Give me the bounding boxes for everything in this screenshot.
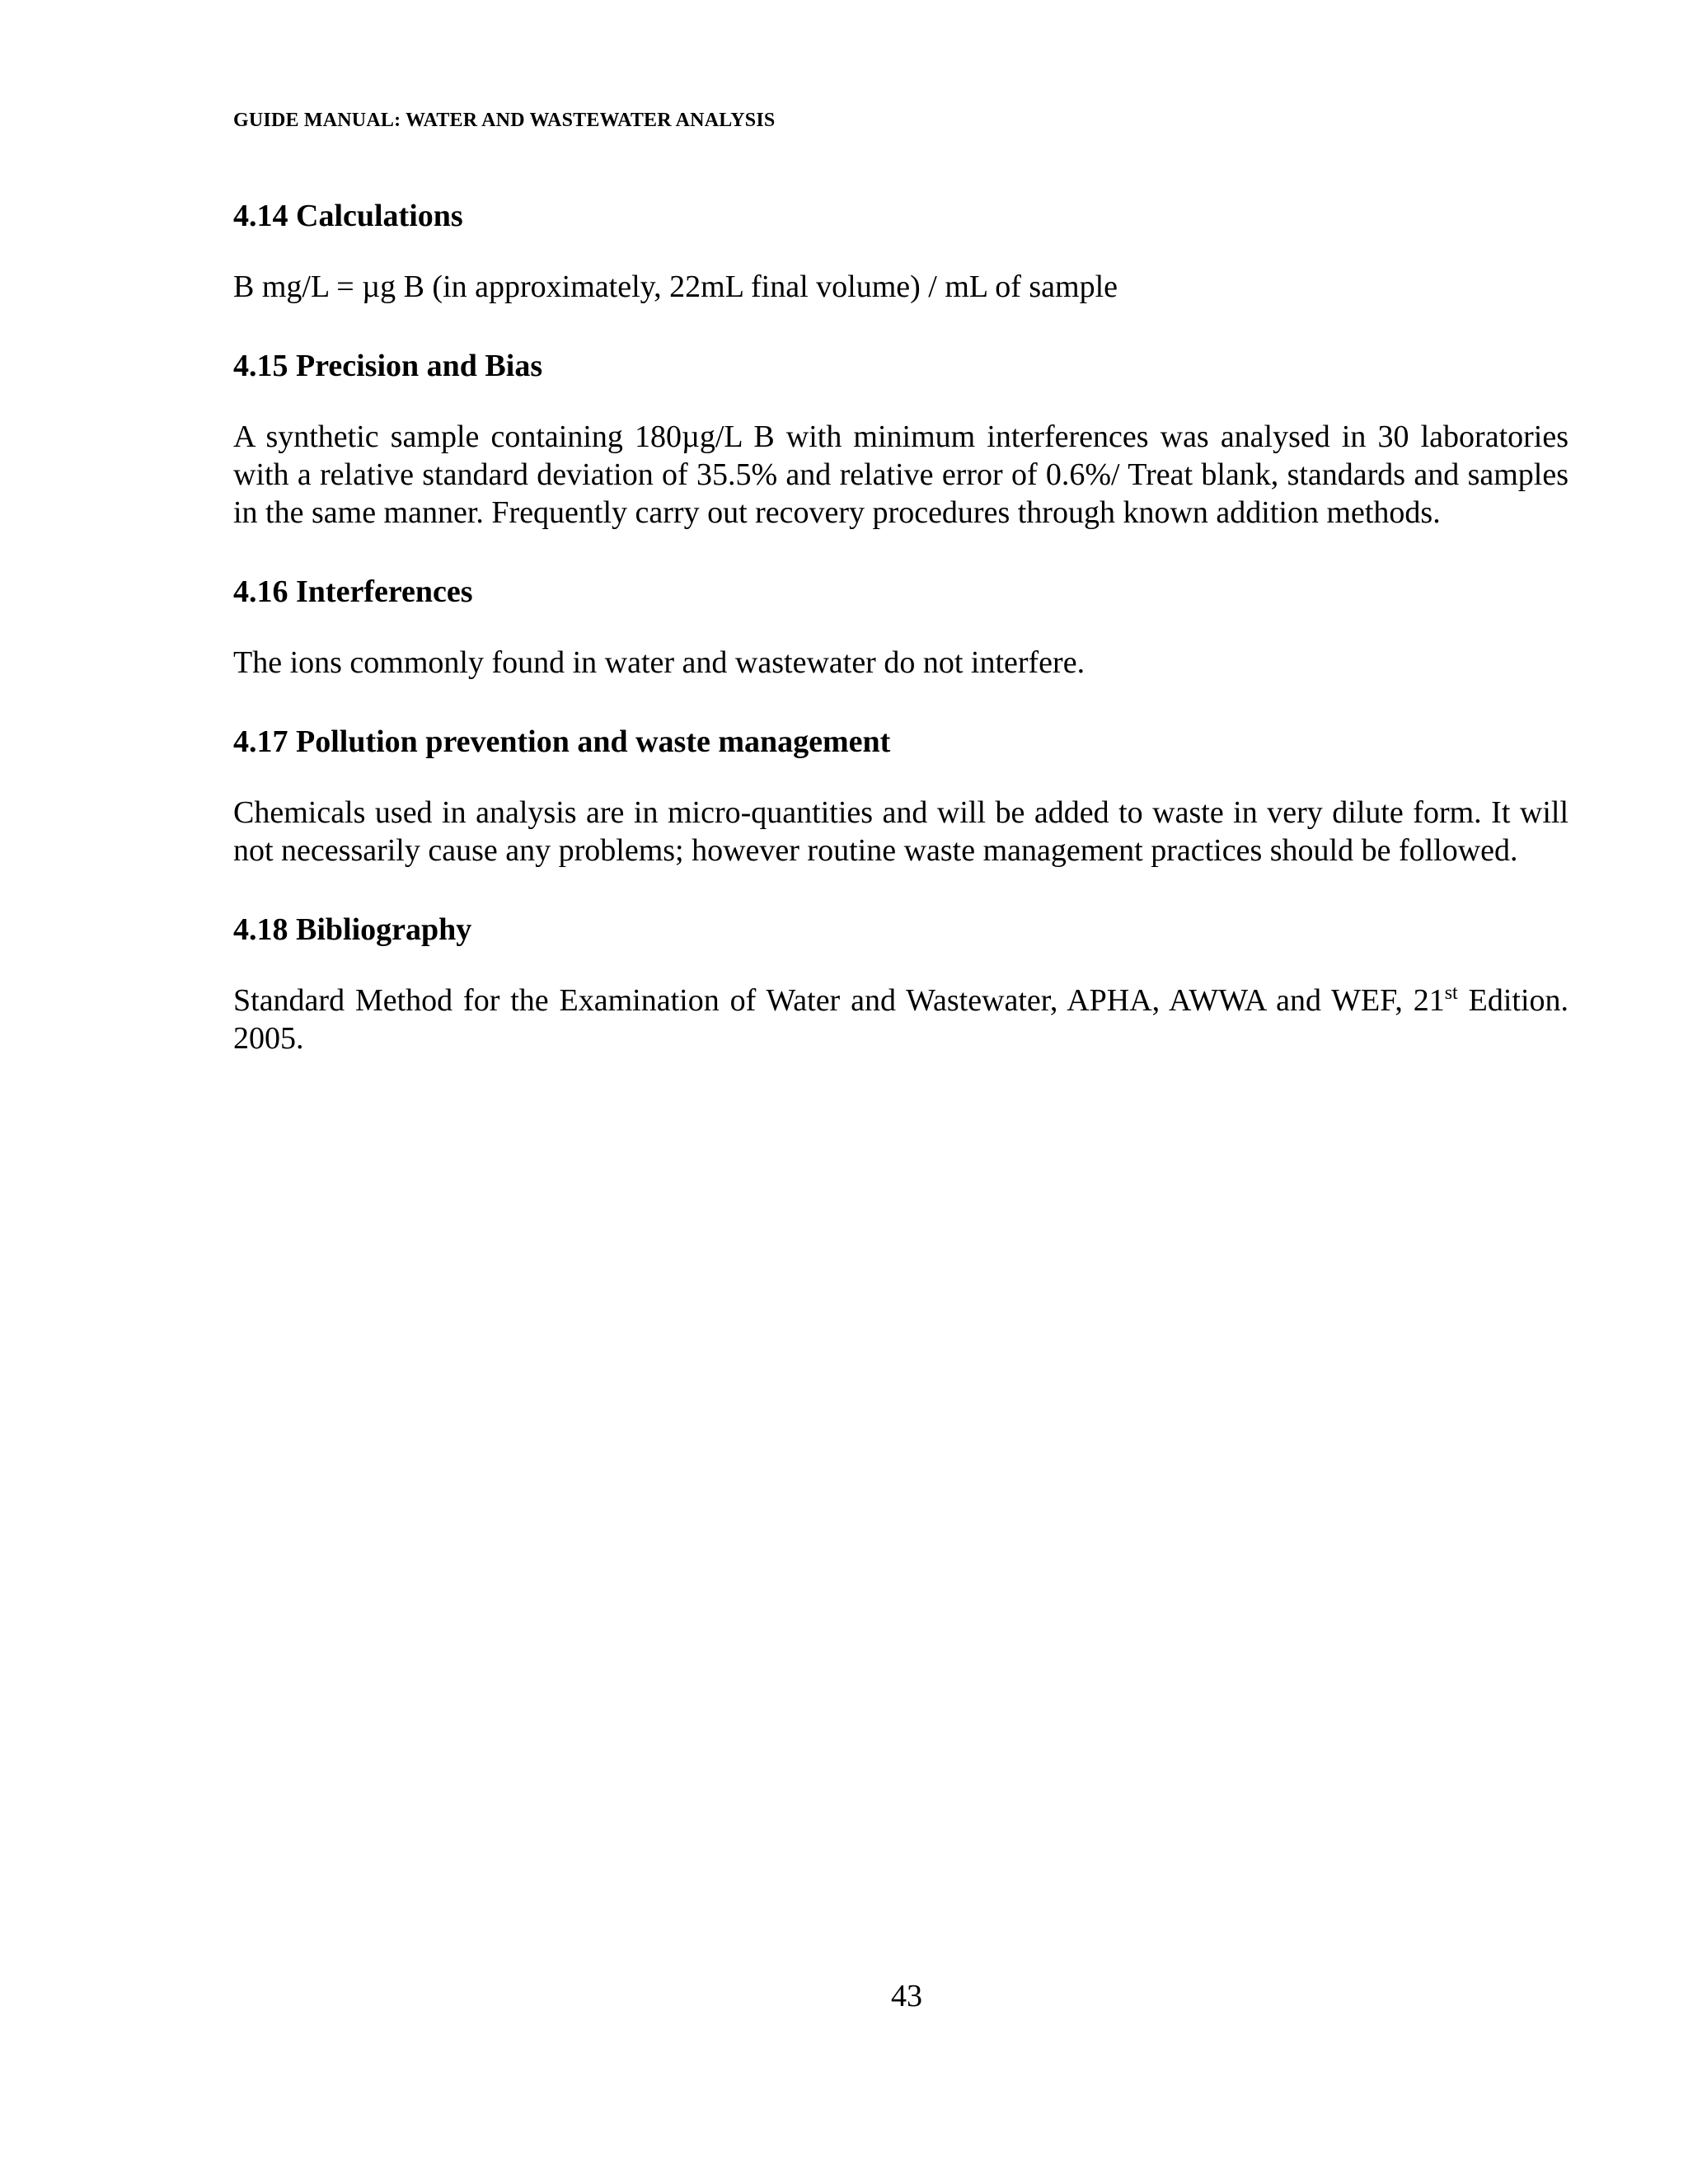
section-paragraph: The ions commonly found in water and wastewater do not interfere. bbox=[233, 645, 1085, 680]
section-interferences bbox=[233, 569, 1568, 682]
section-paragraph: A synthetic sample containing 180µg/L B with minimum interferences was analysed in 30 laboratories with a relative standard deviation of 35.5% and relative error of 0.6%/ Treat blank, standards and samples in the same manner. Frequently carry out recovery procedures through known addition methods. bbox=[233, 419, 1568, 530]
section-pollution-prevention bbox=[233, 719, 1568, 869]
section-heading: 4.18 Bibliography bbox=[233, 912, 472, 947]
section-heading: 4.17 Pollution prevention and waste management bbox=[233, 724, 891, 759]
section-paragraph: Chemicals used in analysis are in micro-quantities and will be added to waste in very dilute form. It will not necessarily cause any problems; however routine waste management practices should be followed. bbox=[233, 795, 1568, 868]
section-paragraph: B mg/L = µg B (in approximately, 22mL final volume) / mL of sample bbox=[233, 269, 1118, 304]
bibliography-text: Standard Method for the Examination of Water and Wastewater, APHA, AWWA and WEF, 21 bbox=[233, 983, 1445, 1018]
section-calculations bbox=[233, 194, 1568, 306]
section-bibliography bbox=[233, 907, 1568, 1057]
bibliography-text-end: Edition. 2005. bbox=[233, 983, 1568, 1056]
section-precision-and-bias bbox=[233, 344, 1568, 532]
section-heading: 4.16 Interferences bbox=[233, 574, 473, 609]
ordinal-suffix: st bbox=[1444, 982, 1458, 1004]
page-body bbox=[233, 194, 1568, 1095]
page-number: 43 bbox=[891, 1979, 922, 2013]
running-header: GUIDE MANUAL: WATER AND WASTEWATER ANALYSIS bbox=[233, 110, 776, 131]
section-heading: 4.14 Calculations bbox=[233, 199, 463, 233]
bibliography-entry bbox=[233, 982, 1568, 1057]
section-heading: 4.15 Precision and Bias bbox=[233, 349, 543, 383]
